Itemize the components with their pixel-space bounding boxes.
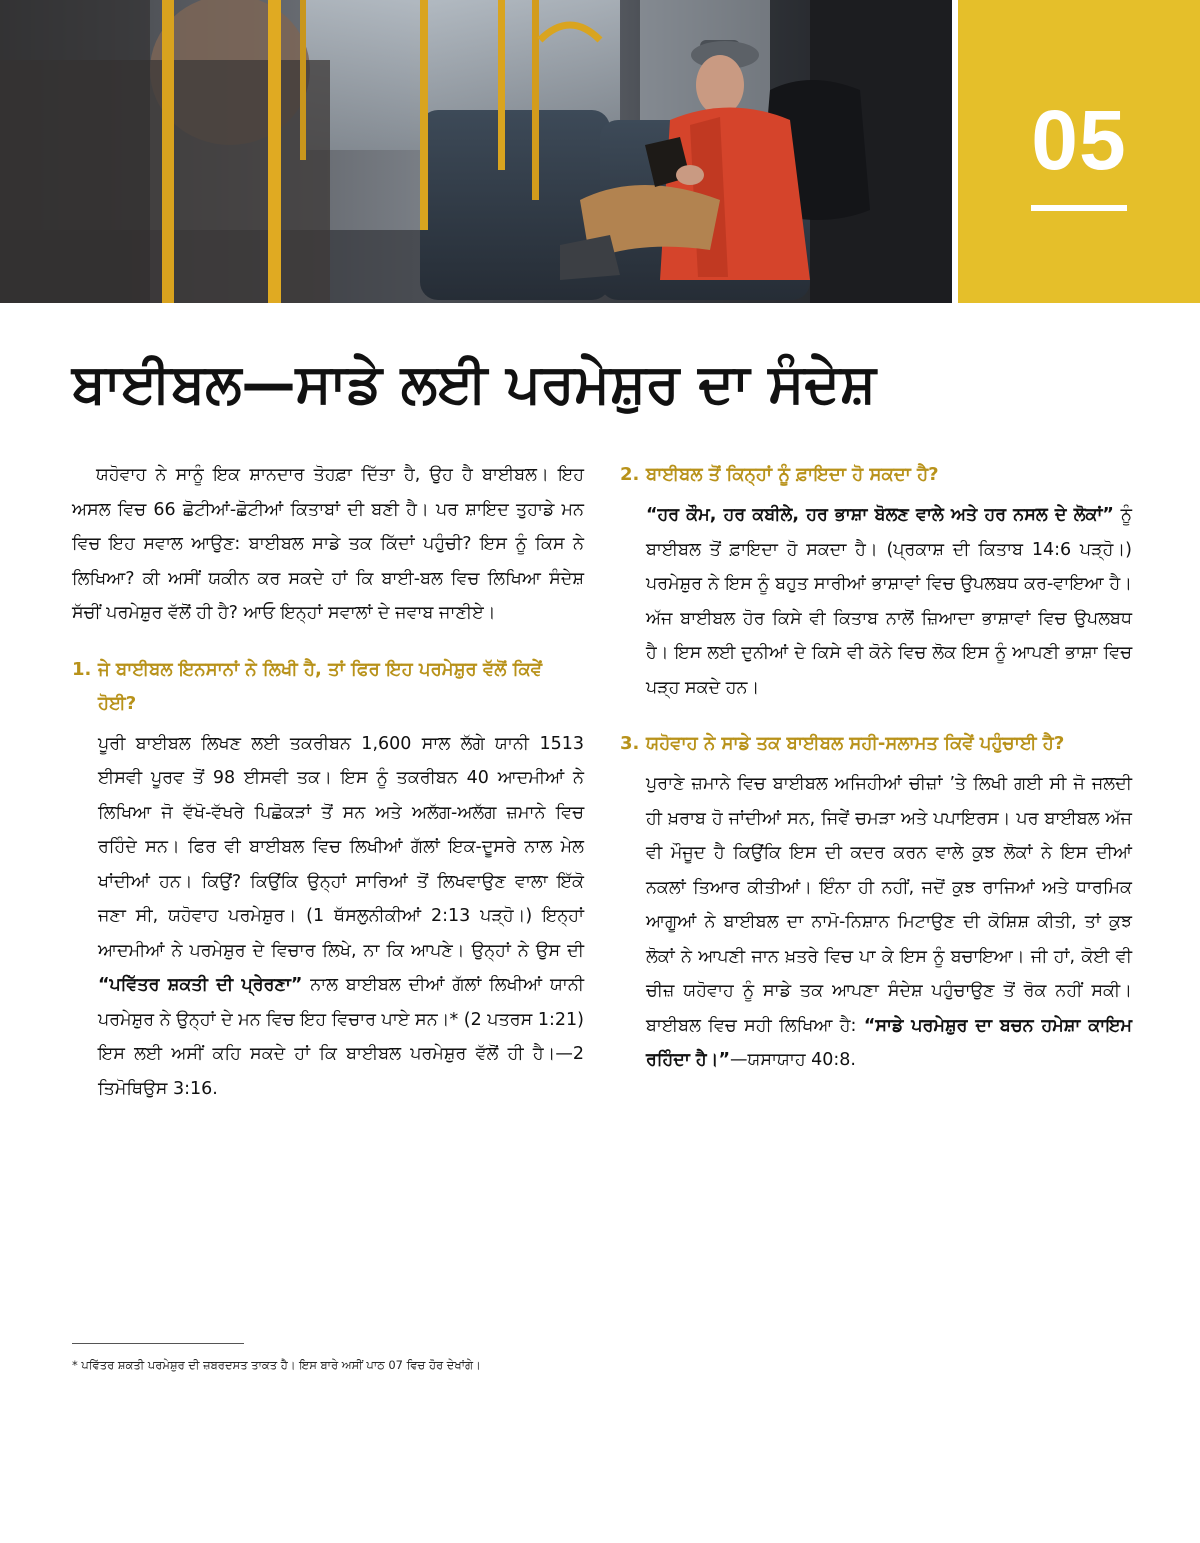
header-photo (0, 0, 952, 303)
intro-paragraph: ਯਹੋਵਾਹ ਨੇ ਸਾਨੂੰ ਇਕ ਸ਼ਾਨਦਾਰ ਤੋਹਫ਼ਾ ਦਿੱਤਾ ਹੈ, ਉਹ ਹੈ ਬਾਈਬਲ। ਇਹ ਅਸਲ ਵਿਚ 66 ਛੋਟੀਆਂ-ਛੋਟੀਆਂ ਕਿਤਾਬਾਂ ਦੀ ਬਣੀ ਹੈ। ਪਰ ਸ਼ਾਇਦ ਤੁਹਾਡੇ ਮਨ ਵਿਚ ਇਹ ਸਵਾਲ ਆਉਣ: ਬਾਈਬਲ ਸਾਡੇ ਤਕ ਕਿੱਦਾਂ ਪਹੁੰਚੀ? ਇਸ ਨੂੰ ਕਿਸ ਨੇ ਲਿਖਿਆ? ਕੀ ਅਸੀਂ ਯਕੀਨ ਕਰ ਸਕਦੇ ਹਾਂ ਕਿ ਬਾਈ-ਬਲ ਵਿਚ ਲਿਖਿਆ ਸੰਦੇਸ਼ ਸੱਚੀਂ ਪਰਮੇਸ਼ੁਰ ਵੱਲੋਂ ਹੀ ਹੈ? ਆਓ ਇਨ੍ਹਾਂ ਸਵਾਲਾਂ ਦੇ ਜਵਾਬ ਜਾਣੀਏ। (72, 465, 584, 623)
question-3-heading (620, 727, 1132, 761)
answer-1-part-a: ਪੂਰੀ ਬਾਈਬਲ ਲਿਖਣ ਲਈ ਤਕਰੀਬਨ 1,600 ਸਾਲ ਲੱਗੇ ਯਾਨੀ 1513 ਈਸਵੀ ਪੂਰਵ ਤੋਂ 98 ਈਸਵੀ ਤਕ। ਇਸ ਨੂੰ ਤਕਰੀਬਨ 40 ਆਦਮੀਆਂ ਨੇ ਲਿਖਿਆ ਜੋ ਵੱਖੋ-ਵੱਖਰੇ ਪਿਛੋਕੜਾਂ ਤੋਂ ਸਨ ਅਤੇ ਅਲੱਗ-ਅਲੱਗ ਜ਼ਮਾਨੇ ਵਿਚ ਰਹਿੰਦੇ ਸਨ। ਫਿਰ ਵੀ ਬਾਈਬਲ ਵਿਚ ਲਿਖੀਆਂ ਗੱਲਾਂ ਇਕ-ਦੂਸਰੇ ਨਾਲ ਮੇਲ ਖਾਂਦੀਆਂ ਹਨ। ਕਿਉਂ? ਕਿਉਂਕਿ ਉਨ੍ਹਾਂ ਸਾਰਿਆਂ ਤੋਂ ਲਿਖਵਾਉਣ ਵਾਲਾ ਇੱਕੋ ਜਣਾ ਸੀ, ਯਹੋਵਾਹ ਪਰਮੇਸ਼ੁਰ। (1 ਥੱਸਲੁਨੀਕੀਆਂ 2:13 ਪੜ੍ਹੋ।) ਇਨ੍ਹਾਂ ਆਦਮੀਆਂ ਨੇ ਪਰਮੇਸ਼ੁਰ ਦੇ ਵਿਚਾਰ ਲਿਖੇ, ਨਾ ਕਿ ਆਪਣੇ। ਉਨ੍ਹਾਂ ਨੇ ਉਸ ਦੀ (98, 733, 584, 961)
lesson-number-underline (1031, 205, 1127, 211)
lesson-number: 05 (1031, 93, 1127, 187)
page-title: ਬਾਈਬਲ—ਸਾਡੇ ਲਈ ਪਰਮੇਸ਼ੁਰ ਦਾ ਸੰਦੇਸ਼ (72, 352, 876, 415)
question-1-answer (72, 727, 584, 1107)
answer-3-quote: “ਸਾਡੇ ਪਰਮੇਸ਼ੁਰ ਦਾ ਬਚਨ ਹਮੇਸ਼ਾ ਕਾਇਮ ਰਹਿੰਦਾ ਹੈ।” (646, 1015, 1132, 1070)
answer-3-part-a: ਪੁਰਾਣੇ ਜ਼ਮਾਨੇ ਵਿਚ ਬਾਈਬਲ ਅਜਿਹੀਆਂ ਚੀਜ਼ਾਂ ’ਤੇ ਲਿਖੀ ਗਈ ਸੀ ਜੋ ਜਲਦੀ ਹੀ ਖ਼ਰਾਬ ਹੋ ਜਾਂਦੀਆਂ ਸਨ, ਜਿਵੇਂ ਚਮੜਾ ਅਤੇ ਪਪਾਇਰਸ। ਪਰ ਬਾਈਬਲ ਅੱਜ ਵੀ ਮੌਜੂਦ ਹੈ ਕਿਉਂਕਿ ਇਸ ਦੀ ਕਦਰ ਕਰਨ ਵਾਲੇ ਕੁਝ ਲੋਕਾਂ ਨੇ ਇਸ ਦੀਆਂ ਨਕਲਾਂ ਤਿਆਰ ਕੀਤੀਆਂ। ਇੰਨਾ ਹੀ ਨਹੀਂ, ਜਦੋਂ ਕੁਝ ਰਾਜਿਆਂ ਅਤੇ ਧਾਰਮਿਕ ਆਗੂਆਂ ਨੇ ਬਾਈਬਲ ਦਾ ਨਾਮੋ-ਨਿਸ਼ਾਨ ਮਿਟਾਉਣ ਦੀ ਕੋਸ਼ਿਸ਼ ਕੀਤੀ, ਤਾਂ ਕੁਝ ਲੋਕਾਂ ਨੇ ਆਪਣੀ ਜਾਨ ਖ਼ਤਰੇ ਵਿਚ ਪਾ ਕੇ ਇਸ ਨੂੰ ਬਚਾਇਆ। ਜੀ ਹਾਂ, ਕੋਈ ਵੀ ਚੀਜ਼ ਯਹੋਵਾਹ ਨੂੰ ਸਾਡੇ ਤਕ ਆਪਣਾ ਸੰਦੇਸ਼ ਪਹੁੰਚਾਉਣ ਤੋਂ ਰੋਕ ਨਹੀਂ ਸਕੀ। ਬਾਈਬਲ ਵਿਚ ਸਹੀ ਲਿਖਿਆ ਹੈ: (646, 774, 1132, 1036)
question-2-number: 2. (620, 464, 640, 485)
footnote: * ਪਵਿੱਤਰ ਸ਼ਕਤੀ ਪਰਮੇਸ਼ੁਰ ਦੀ ਜ਼ਬਰਦਸਤ ਤਾਕਤ ਹੈ। ਇਸ ਬਾਰੇ ਅਸੀਂ ਪਾਠ 07 ਵਿਚ ਹੋਰ ਦੇਖਾਂਗੇ। (72, 1358, 481, 1372)
question-2-heading (620, 458, 1132, 492)
answer-3-part-b: —ਯਸਾਯਾਹ 40:8. (729, 1050, 856, 1070)
lesson-number-block (958, 0, 1200, 303)
question-1-heading (72, 653, 584, 721)
question-1-text: ਜੇ ਬਾਈਬਲ ਇਨਸਾਨਾਂ ਨੇ ਲਿਖੀ ਹੈ, ਤਾਂ ਫਿਰ ਇਹ ਪਰਮੇਸ਼ੁਰ ਵੱਲੋਂ ਕਿਵੇਂ ਹੋਈ? (98, 658, 543, 714)
left-column (72, 458, 584, 1128)
question-1-number: 1. (72, 658, 92, 680)
answer-1-quote: “ਪਵਿੱਤਰ ਸ਼ਕਤੀ ਦੀ ਪ੍ਰੇਰਣਾ” (98, 975, 303, 995)
footnote-divider (72, 1343, 244, 1344)
question-3-answer (620, 767, 1132, 1078)
question-2-answer (620, 498, 1132, 705)
right-column (620, 458, 1132, 1100)
question-2-text: ਬਾਈਬਲ ਤੋਂ ਕਿਨ੍ਹਾਂ ਨੂੰ ਫ਼ਾਇਦਾ ਹੋ ਸਕਦਾ ਹੈ? (646, 464, 939, 485)
question-3-number: 3. (620, 733, 640, 754)
question-3-text: ਯਹੋਵਾਹ ਨੇ ਸਾਡੇ ਤਕ ਬਾਈਬਲ ਸਹੀ-ਸਲਾਮਤ ਕਿਵੇਂ ਪਹੁੰਚਾਈ ਹੈ? (646, 733, 1065, 754)
answer-2-part-b: ਨੂੰ ਬਾਈਬਲ ਤੋਂ ਫ਼ਾਇਦਾ ਹੋ ਸਕਦਾ ਹੈ। (ਪ੍ਰਕਾਸ਼ ਦੀ ਕਿਤਾਬ 14:6 ਪੜ੍ਹੋ।) ਪਰਮੇਸ਼ੁਰ ਨੇ ਇਸ ਨੂੰ ਬਹੁਤ ਸਾਰੀਆਂ ਭਾਸ਼ਾਵਾਂ ਵਿਚ ਉਪਲਬਧ ਕਰ-ਵਾਇਆ ਹੈ। ਅੱਜ ਬਾਈਬਲ ਹੋਰ ਕਿਸੇ ਵੀ ਕਿਤਾਬ ਨਾਲੋਂ ਜ਼ਿਆਦਾ ਭਾਸ਼ਾਵਾਂ ਵਿਚ ਉਪਲਬਧ ਹੈ। ਇਸ ਲਈ ਦੁਨੀਆਂ ਦੇ ਕਿਸੇ ਵੀ ਕੋਨੇ ਵਿਚ ਲੋਕ ਇਸ ਨੂੰ ਆਪਣੀ ਭਾਸ਼ਾ ਵਿਚ ਪੜ੍ਹ ਸਕਦੇ ਹਨ। (646, 505, 1132, 698)
answer-1-part-b: ਨਾਲ ਬਾਈਬਲ ਦੀਆਂ ਗੱਲਾਂ ਲਿਖੀਆਂ ਯਾਨੀ ਪਰਮੇਸ਼ੁਰ ਨੇ ਉਨ੍ਹਾਂ ਦੇ ਮਨ ਵਿਚ ਇਹ ਵਿਚਾਰ ਪਾਏ ਸਨ।* (2 ਪਤਰਸ 1:21) ਇਸ ਲਈ ਅਸੀਂ ਕਹਿ ਸਕਦੇ ਹਾਂ ਕਿ ਬਾਈਬਲ ਪਰਮੇਸ਼ੁਰ ਵੱਲੋਂ ਹੀ ਹੈ।—2 ਤਿਮੋਥਿਉਸ 3:16. (98, 975, 584, 1099)
bus-interior-illustration (0, 0, 952, 303)
answer-2-quote: “ਹਰ ਕੌਮ, ਹਰ ਕਬੀਲੇ, ਹਰ ਭਾਸ਼ਾ ਬੋਲਣ ਵਾਲੇ ਅਤੇ ਹਰ ਨਸਲ ਦੇ ਲੋਕਾਂ” (646, 505, 1114, 525)
